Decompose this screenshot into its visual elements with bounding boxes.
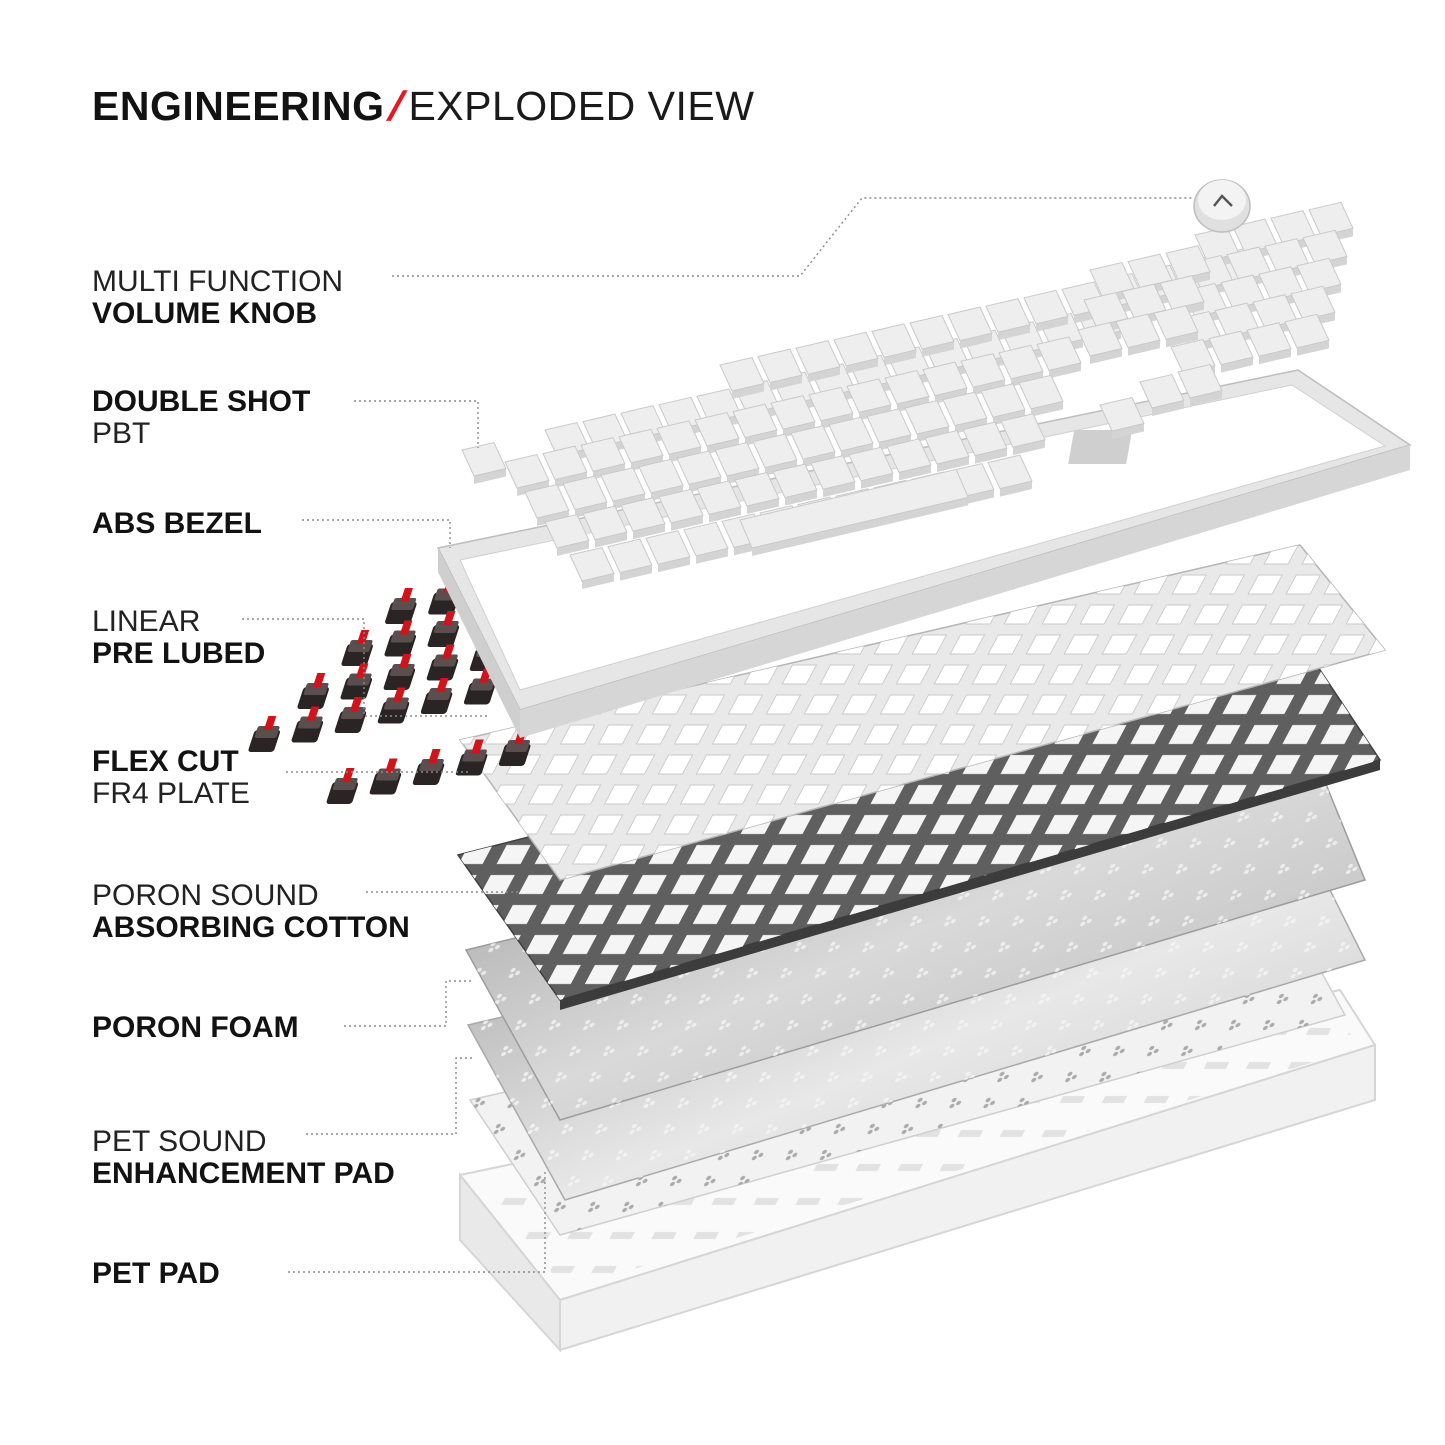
- label-plate-line2: FR4 PLATE: [92, 777, 250, 810]
- leader-foam: [344, 981, 472, 1026]
- switch: [426, 645, 459, 681]
- switch: [326, 768, 359, 804]
- leader-volume-knob: [392, 198, 1192, 276]
- label-plate-line1: FLEX CUT: [92, 745, 239, 778]
- switch: [340, 664, 373, 700]
- leader-keycaps: [354, 401, 478, 448]
- volume-knob: [1194, 180, 1250, 232]
- label-pet-sound-line2: ENHANCEMENT PAD: [92, 1157, 395, 1190]
- label-keycaps-line1: DOUBLE SHOT: [92, 385, 311, 418]
- keycap: [462, 443, 506, 484]
- label-switches-line2: PRE LUBED: [92, 637, 266, 670]
- label-bezel-line1: ABS BEZEL: [92, 507, 263, 540]
- label-cotton-line2: ABSORBING COTTON: [92, 911, 410, 944]
- keycap: [1019, 375, 1063, 416]
- label-volume-knob-line1: MULTI FUNCTION: [92, 265, 344, 298]
- label-pet-pad-line1: PET PAD: [92, 1257, 220, 1290]
- switch: [369, 759, 402, 795]
- title-slash: /: [382, 83, 411, 129]
- switch: [291, 707, 324, 743]
- switch: [341, 630, 374, 666]
- label-switches-line1: LINEAR: [92, 605, 201, 638]
- leader-bezel: [302, 520, 450, 548]
- leader-pet-sound: [306, 1058, 475, 1134]
- label-keycaps-line2: PBT: [92, 417, 151, 450]
- switch: [248, 716, 281, 752]
- label-foam-line1: PORON FOAM: [92, 1011, 299, 1044]
- label-pet-sound-line1: PET SOUND: [92, 1125, 267, 1158]
- label-volume-knob-line2: VOLUME KNOB: [92, 297, 317, 330]
- switch: [412, 749, 445, 785]
- title-light: EXPLODED VIEW: [408, 83, 755, 129]
- switch: [384, 621, 417, 657]
- label-cotton-line1: PORON SOUND: [92, 879, 319, 912]
- switch: [420, 678, 453, 714]
- title-bold: ENGINEERING: [92, 83, 385, 129]
- switch: [427, 611, 460, 647]
- switch: [377, 688, 410, 724]
- switch: [384, 588, 417, 624]
- switch: [383, 654, 416, 690]
- switch: [297, 673, 330, 709]
- switch: [334, 697, 367, 733]
